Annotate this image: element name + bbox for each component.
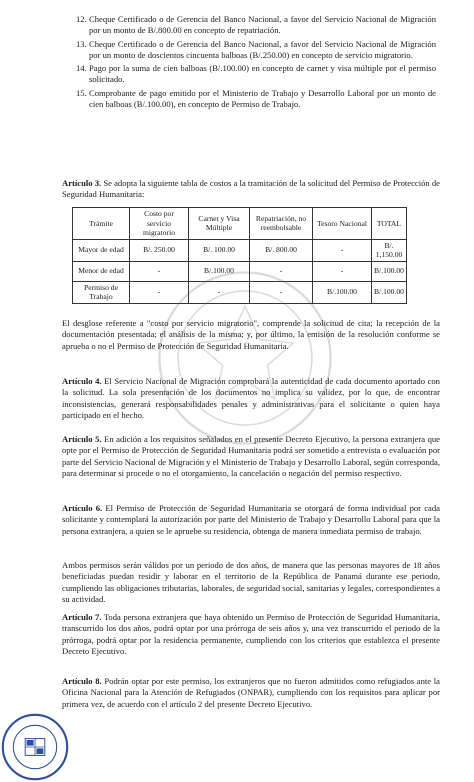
table-cell: Menor de edad: [73, 261, 130, 281]
table-cell: -: [189, 281, 250, 303]
table-cell: B/. 1,150.00: [372, 239, 407, 261]
table-cell: -: [250, 281, 313, 303]
item-number: 13.: [76, 38, 87, 49]
table-cell: B/.100.00: [313, 281, 372, 303]
column-header: Trámite: [73, 208, 130, 240]
list-item: [76, 63, 436, 86]
table-cell: -: [130, 281, 189, 303]
article-text: Se adopta la siguiente tabla de costos a la tramitación de la solicitud del Permiso de Protección de Seguridad Humanitaria:: [62, 178, 440, 200]
requirements-list: [76, 14, 436, 112]
article-7: [62, 612, 440, 657]
ambos-paragraph: Ambos permisos serán válidos por un periodo de dos años, de manera que las personas mayores de 18 años beneficiadas puedan residir y laborar en el territorio de la República de Panamá durante ese periodo, cumpliendo las obligaciones tributarias, laborales, de seguridad social, sanitarias y legales, correspondientes a su actividad.: [62, 560, 441, 604]
desglose-paragraph: El desglose referente a "costo por servicio migratorio", comprende la solicitud de cita; la recepción de la documentación presentada; el análisis de la misma; y, por último, la emisión de la resolución conforme se aprueba o no el Permiso de Protección de Seguridad Humanitaria.: [62, 318, 440, 351]
table-cell: -: [130, 261, 189, 281]
item-number: 15.: [76, 87, 87, 98]
table-cell: B/. 250.00: [130, 239, 189, 261]
article-heading: Artículo 4.: [62, 376, 102, 386]
article-text: Toda persona extranjera que haya obtenido un Permiso de Protección de Seguridad Humanitaria, transcurrido los dos años, podrá optar por una prórroga de seis años y, una vez transcurrido el periodo de la prórroga, podrá optar por la residencia permanente, cumpliendo con los criterios que establezca el presente Decreto Ejecutivo.: [62, 612, 440, 656]
column-header: Carnet y Visa Múltiple: [189, 208, 250, 240]
item-text: Pago por la suma de cien balboas (B/.100.00) en concepto de carnet y visa múltiple por el permiso solicitado.: [89, 63, 436, 85]
article-heading: Artículo 8.: [62, 676, 102, 686]
table-cell: B/.100.00: [372, 281, 407, 303]
watermark-seal-icon: [152, 265, 338, 451]
column-header: Tesoro Nacional: [313, 208, 372, 240]
table-cell: Mayor de edad: [73, 239, 130, 261]
list-item: [76, 39, 436, 62]
article-text: El Servicio Nacional de Migración comprobará la autenticidad de cada documento aportado con la solicitud. La sola presentación de los documentos no implica su validez, por lo que, de encontrar inconsistencias, generará responsabilidades penales y administrativas para el solicitante o quien haya participado en el hecho.: [62, 376, 440, 420]
item-number: 14.: [76, 63, 87, 74]
table-cell: B/.100.00: [189, 261, 250, 281]
article-heading: Artículo 5.: [62, 434, 102, 444]
item-text: Cheque Certificado o de Gerencia del Banco Nacional, a favor del Servicio Nacional de Migración por un monto de B/.800.00 en concepto de repatriación.: [89, 14, 436, 36]
list-item: [76, 88, 436, 111]
column-header: Costo por servicio migratorio: [130, 208, 189, 240]
article-3: [62, 178, 440, 201]
table-cell: B/. 800.00: [250, 239, 313, 261]
list-item: [76, 14, 436, 37]
article-text: En adición a los requisitos señalados en el presente Decreto Ejecutivo, la persona extranjera que opte por el Permiso de Protección de Seguridad Humanitaria podrá ser sometido a entrevista o evaluación por parte del Servicio Nacional de Migración y el Ministerio de Trabajo y Desarrollo Laboral, según corresponda, para determinar si procede o no el otorgamiento, la cancelación o negación del permiso respectivo.: [62, 434, 440, 478]
table-cell: B/.100.00: [372, 261, 407, 281]
article-heading: Artículo 3.: [62, 178, 102, 188]
item-number: 12.: [76, 14, 87, 24]
article-8: [62, 676, 440, 710]
article-text: Podrán optar por este permiso, los extranjeros que no fueron admitidos como refugiados ante la Oficina Nacional para la Atención de Refugiados (ONPAR), cumpliendo con los requisitos para aplicar por primera vez, de acuerdo con el artículo 2 del presente Decreto Ejecutivo.: [62, 676, 440, 709]
table-row: [73, 239, 407, 261]
article-text: El Permiso de Protección de Seguridad Humanitaria se otorgará de forma individual por cada solicitante y contemplará la autorización por parte del Ministerio de Trabajo y Desarrollo Laboral para que la persona extranjera, a quien se le apruebe su residencia, obtenga de manera inmediata permiso de trabajo.: [62, 503, 440, 536]
item-text: Cheque Certificado o de Gerencia del Banco Nacional, a favor del Servicio Nacional de Migración por un monto de doscientos cincuenta balboas (B/.250.00) en concepto de servicio migratorio.: [89, 38, 436, 60]
table-cell: -: [313, 239, 372, 261]
official-stamp-icon: [0, 712, 70, 782]
column-header: TOTAL: [372, 208, 407, 240]
table-cell: -: [313, 261, 372, 281]
table-cell: B/. 100.00: [189, 239, 250, 261]
table-cell: Permiso de Trabajo: [73, 281, 130, 303]
table-cell: -: [250, 261, 313, 281]
table-header-row: [73, 208, 407, 240]
column-header: Repatriación, no reembolsable: [250, 208, 313, 240]
article-heading: Artículo 6.: [62, 503, 103, 513]
article-heading: Artículo 7.: [62, 612, 102, 622]
article-6: [62, 503, 440, 537]
item-text: Comprobante de pago emitido por el Ministerio de Trabajo y Desarrollo Laboral por un monto de cien balboas (B/.100.00), en concepto de Permiso de Trabajo.: [89, 87, 436, 110]
